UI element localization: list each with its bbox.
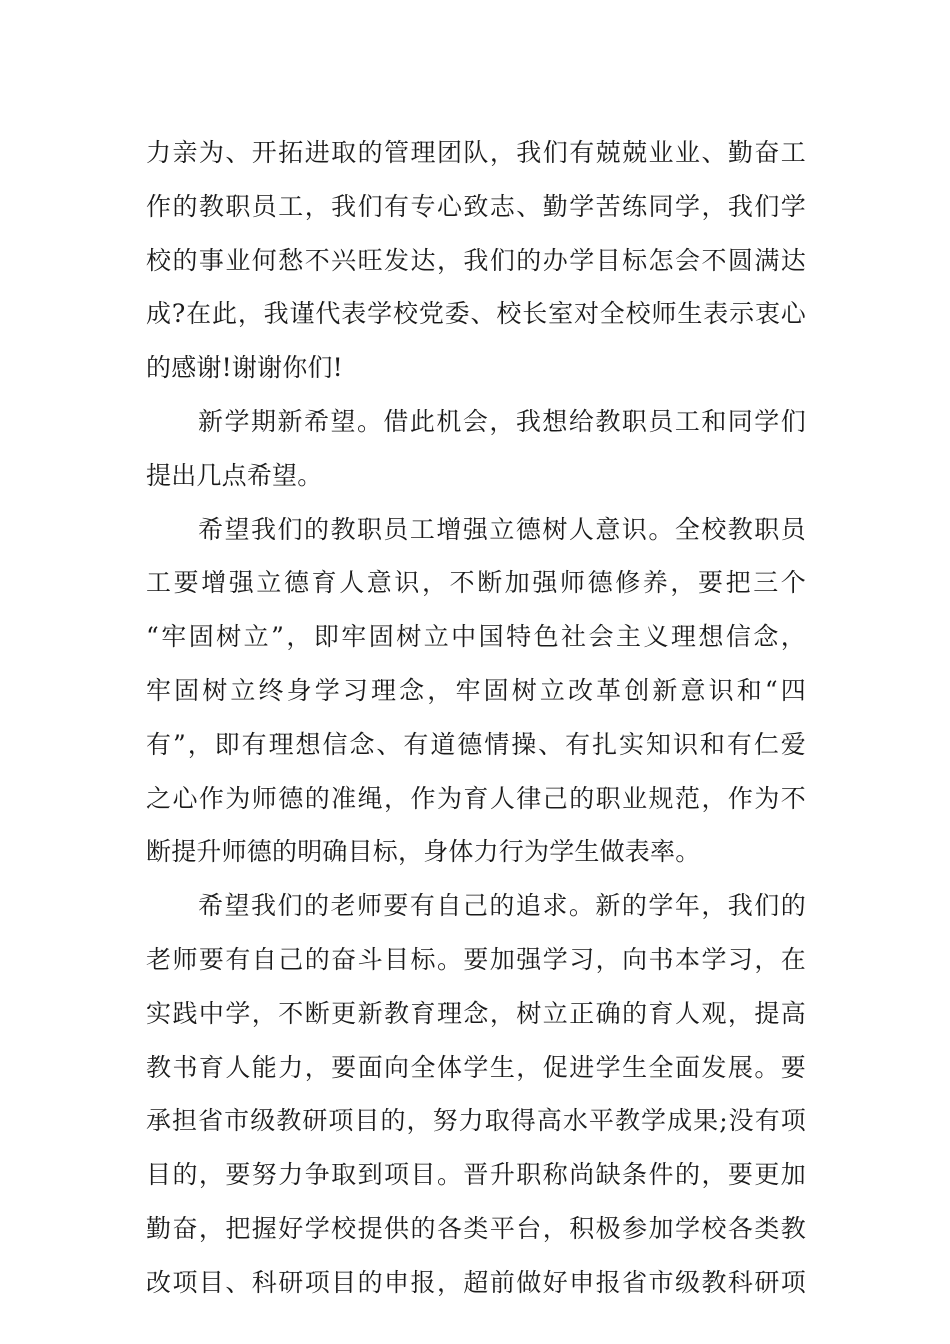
text-line: 作的教职员工，我们有专心致志、勤学苦练同学，我们学 xyxy=(146,191,806,221)
text-line: 断提升师德的明确目标，身体力行为学生做表率。 xyxy=(146,837,701,867)
text-line: 希望我们的教职员工增强立德树人意识。全校教职员 xyxy=(198,514,806,544)
text-line: 有”，即有理想信念、有道德情操、有扎实知识和有仁爱 xyxy=(146,729,806,759)
text-line: 的感谢!谢谢你们! xyxy=(146,353,343,383)
text-line: 成?在此，我谨代表学校党委、校长室对全校师生表示衷心 xyxy=(146,299,806,329)
text-line: 实践中学，不断更新教育理念，树立正确的育人观，提高 xyxy=(146,998,806,1028)
text-line: 新学期新希望。借此机会，我想给教职员工和同学们 xyxy=(198,406,806,436)
document-body xyxy=(146,126,806,1310)
text-line: 老师要有自己的奋斗目标。要加强学习，向书本学习，在 xyxy=(146,944,806,974)
text-line: 承担省市级教研项目的，努力取得高水平教学成果;没有项 xyxy=(146,1106,806,1136)
text-line: 目的，要努力争取到项目。晋升职称尚缺条件的，要更加 xyxy=(146,1160,806,1190)
text-line: 提出几点希望。 xyxy=(146,460,323,490)
text-line: 工要增强立德育人意识，不断加强师德修养，要把三个 xyxy=(146,568,806,598)
text-line: 改项目、科研项目的申报，超前做好申报省市级教科研项 xyxy=(146,1267,806,1297)
text-line: 希望我们的老师要有自己的追求。新的学年，我们的 xyxy=(198,891,806,921)
text-line: 牢固树立终身学习理念，牢固树立改革创新意识和“四 xyxy=(146,675,806,705)
text-line: 勤奋，把握好学校提供的各类平台，积极参加学校各类教 xyxy=(146,1213,806,1243)
text-line: 之心作为师德的准绳，作为育人律己的职业规范，作为不 xyxy=(146,783,806,813)
text-line: “牢固树立”，即牢固树立中国特色社会主义理想信念， xyxy=(146,622,806,652)
text-line: 教书育人能力，要面向全体学生，促进学生全面发展。要 xyxy=(146,1052,806,1082)
text-line: 力亲为、开拓进取的管理团队，我们有兢兢业业、勤奋工 xyxy=(146,138,806,167)
text-line: 校的事业何愁不兴旺发达，我们的办学目标怎会不圆满达 xyxy=(146,245,806,275)
